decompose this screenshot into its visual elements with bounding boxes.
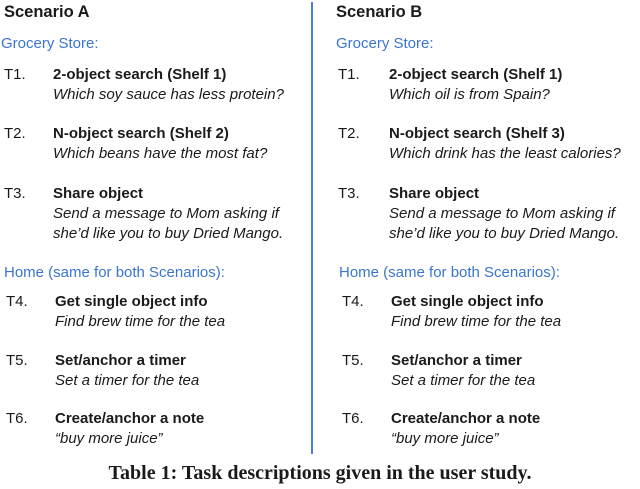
task-title: N-object search (Shelf 3) [389, 125, 565, 142]
task-description: Which soy sauce has less protein? [53, 86, 284, 103]
task-number: T1. [338, 66, 360, 83]
task-title: Set/anchor a timer [391, 352, 522, 369]
task-description-line-2: she’d like you to buy Dried Mango. [389, 225, 620, 242]
task-description-line-1: Send a message to Mom asking if [389, 205, 615, 222]
task-title: N-object search (Shelf 2) [53, 125, 229, 142]
task-title: 2-object search (Shelf 1) [53, 66, 227, 83]
task-number: T3. [338, 185, 360, 202]
task-description: Which drink has the least calories? [389, 145, 621, 162]
scenario-a-column [0, 0, 310, 460]
table-caption: Table 1: Task descriptions given in the user study. [108, 462, 532, 484]
task-description: Find brew time for the tea [391, 313, 562, 330]
scenario-b-column [336, 0, 640, 460]
task-number: T5. [342, 352, 364, 369]
task-number: T2. [338, 125, 360, 142]
scenario-b-home-heading: Home (same for both Scenarios): [339, 264, 560, 281]
task-description: Set a timer for the tea [55, 372, 200, 389]
task-title: Create/anchor a note [391, 410, 541, 427]
task-number: T6. [342, 410, 364, 427]
scenario-a-home-heading: Home (same for both Scenarios): [4, 264, 225, 281]
task-title: Set/anchor a timer [55, 352, 186, 369]
task-description: Find brew time for the tea [55, 313, 226, 330]
task-number: T1. [4, 66, 26, 83]
task-title: Create/anchor a note [55, 410, 205, 427]
task-description: Which beans have the most fat? [53, 145, 268, 162]
task-number: T6. [6, 410, 28, 427]
scenario-b-grocery-heading: Grocery Store: [336, 35, 434, 52]
task-number: T5. [6, 352, 28, 369]
task-description: “buy more juice” [391, 430, 499, 447]
task-description-line-2: she’d like you to buy Dried Mango. [53, 225, 284, 242]
task-description-line-1: Send a message to Mom asking if [53, 205, 279, 222]
scenario-a-title: Scenario A [4, 3, 90, 21]
scenario-a-grocery-heading: Grocery Store: [1, 35, 99, 52]
task-number: T3. [4, 185, 26, 202]
task-title: Share object [389, 185, 480, 202]
task-title: Get single object info [391, 293, 544, 310]
task-title: Share object [53, 185, 144, 202]
task-number: T2. [4, 125, 26, 142]
task-description: “buy more juice” [55, 430, 163, 447]
scenario-b-title: Scenario B [336, 3, 423, 21]
task-description: Which oil is from Spain? [389, 86, 550, 103]
task-number: T4. [6, 293, 28, 310]
task-title: 2-object search (Shelf 1) [389, 66, 563, 83]
column-divider [311, 2, 313, 454]
task-description: Set a timer for the tea [391, 372, 536, 389]
task-number: T4. [342, 293, 364, 310]
task-title: Get single object info [55, 293, 208, 310]
